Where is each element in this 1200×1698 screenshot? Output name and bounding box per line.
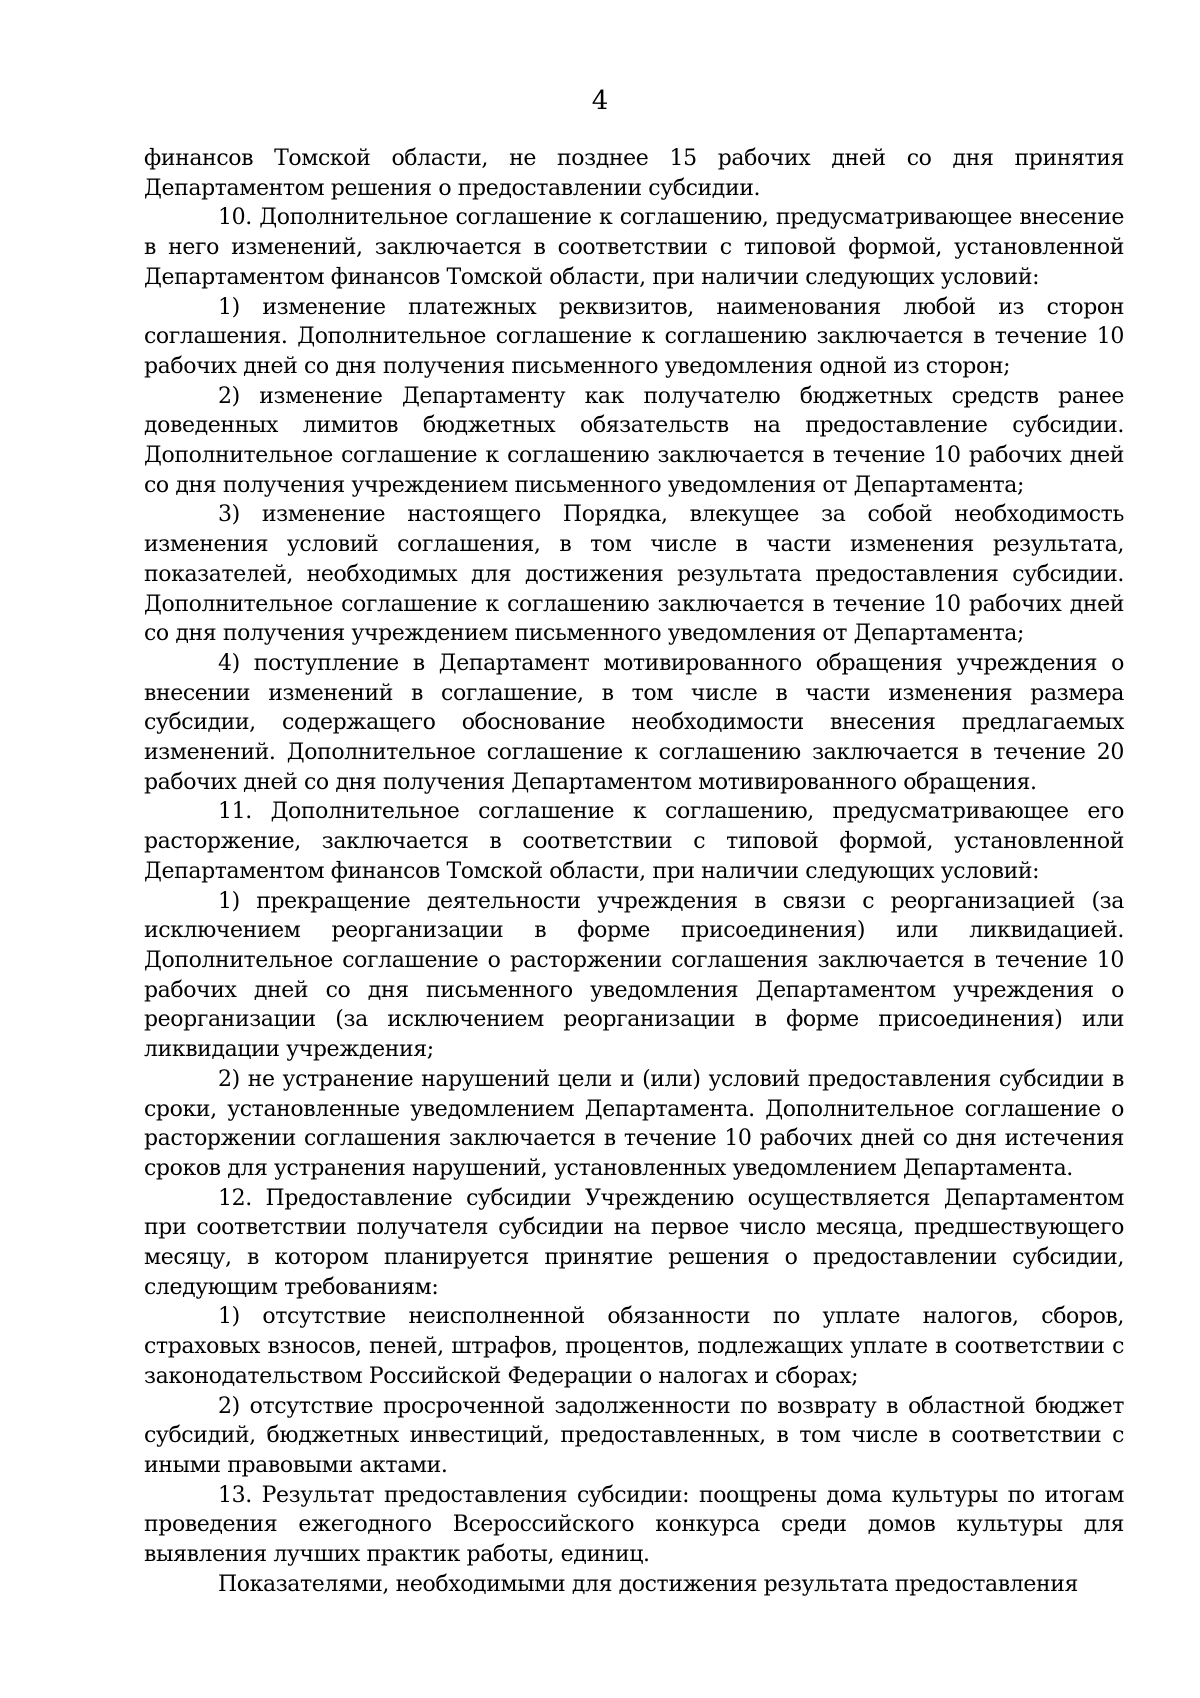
paragraph-continuation: финансов Томской области, не позднее 15 рабочих дней со дня принятия Департаментом решения о предоставлении субсидии. [144,146,1124,201]
paragraph-clause-11: 11. Дополнительное соглашение к соглашению, предусматривающее его расторжение, заключается в соответствии с типовой формой, установленной Департаментом финансов Томской области, при наличии следующих условий: [144,799,1124,884]
paragraph-clause-13: 13. Результат предоставления субсидии: поощрены дома культуры по итогам проведения ежегодного Всероссийского конкурса среди домов культуры для выявления лучших практик работы, единиц. [144,1482,1124,1568]
paragraph-clause-10-item-2: 2) изменение Департаменту как получателю бюджетных средств ранее доведенных лимитов бюджетных обязательств на предоставление субсидии. Дополнительное соглашение к соглашению заключается в течение 10 рабочих дней со дня получения учреждением письменного уведомления от Департамента; [144,383,1124,498]
paragraph-indicators: Показателями, необходимыми для достижения результата предоставления [218,1571,1078,1597]
paragraph-clause-10-item-1: 1) изменение платежных реквизитов, наименования любой из сторон соглашения. Дополнительное соглашение к соглашению заключается в течение 10 рабочих дней со дня получения письменного уведомления одной из сторон; [144,294,1124,379]
paragraph-clause-12: 12. Предоставление субсидии Учреждению осуществляется Департаментом при соответствии получателя субсидии на первое число месяца, предшествующего месяцу, в котором планируется принятие решения о предоставлении субсидии, следующим требованиям: [144,1185,1124,1300]
paragraph-clause-11-item-1: 1) прекращение деятельности учреждения в связи с реорганизацией (за исключением реорганизации в форме присоединения) или ликвидацией. Дополнительное соглашение о расторжении соглашения заключается в течение 10 рабочих дней со дня письменного уведомления Департаментом учреждения о реорганизации (за исключением реорганизации в форме присоединения) или ликвидации учреждения; [144,888,1124,1063]
page-number: 4 [591,86,609,116]
paragraph-clause-12-item-2: 2) отсутствие просроченной задолженности по возврату в областной бюджет субсидий, бюджетных инвестиций, предоставленных, в том числе в соответствии с иными правовыми актами. [144,1393,1124,1478]
document-body [144,144,1124,1599]
paragraph-clause-12-item-1: 1) отсутствие неисполненной обязанности по уплате налогов, сборов, страховых взносов, пеней, штрафов, процентов, подлежащих уплате в соответствии с законодательством Российской Федерации о налогах и сборах; [144,1304,1124,1389]
paragraph-clause-10-item-4: 4) поступление в Департамент мотивированного обращения учреждения о внесении изменений в соглашение, в том числе в части изменения размера субсидии, содержащего обоснование необходимости внесения предлагаемых изменений. Дополнительное соглашение к соглашению заключается в течение 20 рабочих дней со дня получения Департаментом мотивированного обращения. [144,650,1124,795]
paragraph-clause-11-item-2: 2) не устранение нарушений цели и (или) условий предоставления субсидии в сроки, установленные уведомлением Департамента. Дополнительное соглашение о расторжении соглашения заключается в течение 10 рабочих дней со дня истечения сроков для устранения нарушений, установленных уведомлением Департамента. [144,1066,1124,1181]
paragraph-clause-10: 10. Дополнительное соглашение к соглашению, предусматривающее внесение в него изменений, заключается в соответствии с типовой формой, установленной Департаментом финансов Томской области, при наличии следующих условий: [144,205,1124,290]
paragraph-clause-10-item-3: 3) изменение настоящего Порядка, влекущее за собой необходимость изменения условий соглашения, в том числе в части изменения результата, показателей, необходимых для достижения результата предоставления субсидии. Дополнительное соглашение к соглашению заключается в течение 10 рабочих дней со дня получения учреждением письменного уведомления от Департамента; [144,502,1124,647]
